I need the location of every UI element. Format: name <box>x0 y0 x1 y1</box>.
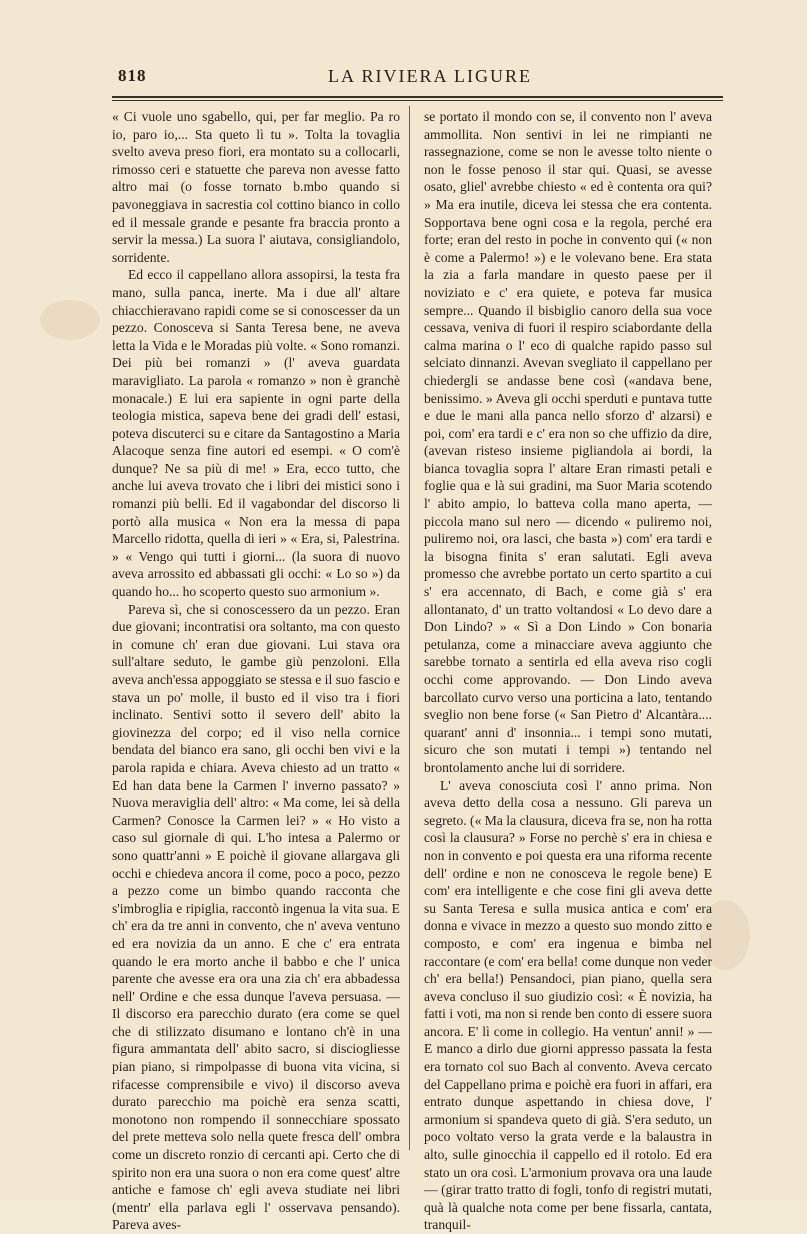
column-divider <box>409 106 410 1150</box>
header-rule-thin <box>112 100 723 101</box>
paragraph: Pareva sì, che si conoscessero da un pezzo. Eran due giovani; incontratisi ora soltanto, ma con questo in comune ch' eran due giovani. Lui stava ora sull'altare seduto, le gambe giù penzoloni. Ella aveva anch'essa appoggiato se stessa e il suo fascio e stava un po' molle, il busto ed il viso tra i fiori inclinato. Sentivi sotto il severo dell' abito la giovinezza del corpo; ed il viso nella cornice bendata del bianco era sano, gli occhi ben vivi e la parola rapida e chiara. Aveva chiesto ad un tratto « Ed han data bene la Carmen l' inverno passato? » Nuova meraviglia dell' altro: « Ma come, lei sà della Carmen? Conosce la Carmen lei? » « Ho visto a caso sul giornale di qui. L'ho intesa a Palermo or sono quattr'anni » E poichè il giovane allargava gli occhi e chiedeva ancora il come, poco a poco, pezzo a pezzo come un bimbo quando racconta che s'imbroglia e ripiglia, raccontò ingenua la vita sua. E ch' era da tre anni in convento, che n' aveva ventuno ed era novizia da un anno. E che c' era entrata quando le era morto anche il babbo e che l' unica parente che avesse era ora una zia ch' era abbadessa nell' Ordine e che essa dunque l'aveva persuasa. — Il discorso era parecchio durato (era come se quel che di stilizzato disumano e lontano ch'è in una figura ammantata dell' abito sacro, si disciogliesse pian piano, si rimpolpasse di buona vita vicina, si rifacesse comprensibile e vivo) il discorso aveva durato parecchio ma poichè era senza scatti, monotono non rompendo il sonnecchiare spossato del prete metteva solo nella quete fresca dell' ombra come un discreto ronzio di cercanti api. Certo che di spirito non era una suora o non era come quest' altre antiche e famose ch' egli aveva studiate nei libri (mentr' ella parlava egli l' osservava pensando). Pareva aves- <box>112 601 400 1233</box>
paragraph: L' aveva conosciuta così l' anno prima. Non aveva detto della cosa a nessuno. Gli pareva un segreto. (« Ma la clausura, diceva fra se, non ha rotta così la clausura? » Forse no perchè s' era in chiesa e non in convento e poi questa era una riforma recente dell' ordine e non ne conosceva le regole bene) E com' era intelligente e che cose fini gli aveva dette su Santa Teresa e sulla musica antica e com' era donna e vivace in mezzo a questo suo mondo zitto e composto, e com' era ingenua e bimba nel raccontare (e com' era bella! come dunque non veder ch' era bella!) Pensandoci, pian piano, quella sera aveva concluso il suo giudizio così: « È novizia, ha fatti i voti, ma non si rende ben conto di essere suora ancora. E' lì come in collegio. Ha ventun' anni! » — E manco a dirlo due giorni appresso passata la festa era tornato col suo Bach al convento. Aveva cercato del Cappellano prima e poichè era fuori in affari, era entrato dunque aspettando in chiesa dove, l' armonium si spandeva queto di già. S'era seduto, un poco voltato verso la grata verde e la balaustra in alto, sulle ginocchia il cappello ed il rotolo. Ed era stato un ora così. L'armonium provava ora una laude — (girar tratto tratto di fogli, tonfo di registri mutati, quà là qualche nota come per bene fissarla, cantata, tranquil- <box>424 777 712 1233</box>
running-title: LA RIVIERA LIGURE <box>328 66 532 86</box>
left-column <box>112 108 400 1233</box>
right-column <box>424 108 712 1233</box>
page-number: 818 <box>118 66 147 85</box>
paper-stain <box>40 300 100 340</box>
page-header <box>118 66 721 90</box>
header-rule <box>112 96 723 98</box>
paragraph: « Ci vuole uno sgabello, qui, per far meglio. Pa ro io, paro io,... Sta queto lì tu ». Tolta la tovaglia svelto aveva preso fiori, era montato su a collocarli, rimosso ceri e statuette che pareva non avesse fatto altro mai (o fosse tornato b.mbo quando si pavoneggiava in sacrestia col cottino bianco in collo ed il messale grande e pesante fra braccia pronto a servir la messa.) La suora l' aiutava, consigliandolo, sorridente. <box>112 109 400 265</box>
paragraph: se portato il mondo con se, il convento non l' aveva ammollita. Non sentivi in lei ne rimpianti ne rassegnazione, come se non le avesse tolto niente o non le fosse penoso il star qui. Quasi, se avesse osato, gliel' avrebbe chiesto « ed è contenta ora qui? » Ma era inutile, diceva lei stessa che era contenta. Sopportava bene ogni cosa e la regola, perché era forte; eran del resto in poche in convento qui (« non è come a Palermo! ») e le volevano bene. Era stata la zia a farla mandare in questo paese per il noviziato e c' era quiete, e poteva far musica sempre... Quando il bisbiglio canoro della sua voce cessava, veniva di fuori il respiro sciabordante della calma marina o l' eco di qualche rapido passo sul selciato dinnanzi. Avevan svegliato il cappellano per chiedergli se andasse bene così («andava bene, benissimo. » Aveva gli occhi sperduti e puntava tutte e due le mani alla panca nello sforzo d' alzarsi) e poi, com' era tardi e c' era non so che uffizio da dire, (avevan risteso insieme pigliandola ai bordi, la bianca tovaglia sopra l' altare Eran rimasti petali e foglie qua e là sui gradini, ma Suor Maria scotendo l' abito ampio, lo batteva colla mano aperta, — piccola mano sul nero — dicendo « puliremo noi, puliremo noi, ora lasci, che basta ») com' era tardi e la bisogna finita s' eran salutati. Egli aveva promesso che avrebbe portato un certo spartito a cui s' era accennato, di Bach, e come già s' era allontanato, d' un tratto voltandosi « Lo devo dare a Don Lindo? » « Sì a Don Lindo » Con bonaria petulanza, come a minacciare aveva aggiunto che sarebbe tornato a sentirla ed ella aveva riso cogli occhi come approvando. — Don Lindo aveva barcollato curvo verso una porticina a lato, tentando sveglio non bene forse (« San Pietro d' Alcantàra.... quarant' anni d' insonnia... i tempi sono mutati, sicuro che son mutati i tempi ») tentando nel brontolamento anche lui di sorridere. <box>424 109 712 775</box>
paragraph: Ed ecco il cappellano allora assopirsi, la testa fra mano, sulla panca, inerte. Ma i due all' altare chiacchieravano rapidi come se si conoscesser da un pezzo. Conosceva si Santa Teresa bene, ne aveva letta la Vida e le Moradas più volte. « Sono romanzi. Dei più bei romanzi » (l' aveva guardata maravigliato. La parola « romanzo » non è granchè monacale.) E lui era sapiente in ogni parte della teologia mistica, sapeva bene dei gradi dell' estasi, poteva discuterci su e citare da Santagostino a Maria Alacoque senza fine autori ed esempi. « O com'è dunque? Ne sa più di me! » Era, ecco tutto, che anche lui aveva trovato che i libri dei mistici sono i romanzi più belli. Ed il vagabondar del discorso li portò alla musica « Non era la messa di papa Marcello ridotta, quella di ieri » « Era, si, Palestrina. » « Vengo qui tutti i giorni... (la suora di nuovo aveva arrossito ed abbassati gli occhi: « Lo so ») da quando ho... ho scoperto questo suo armonium ». <box>112 267 400 600</box>
